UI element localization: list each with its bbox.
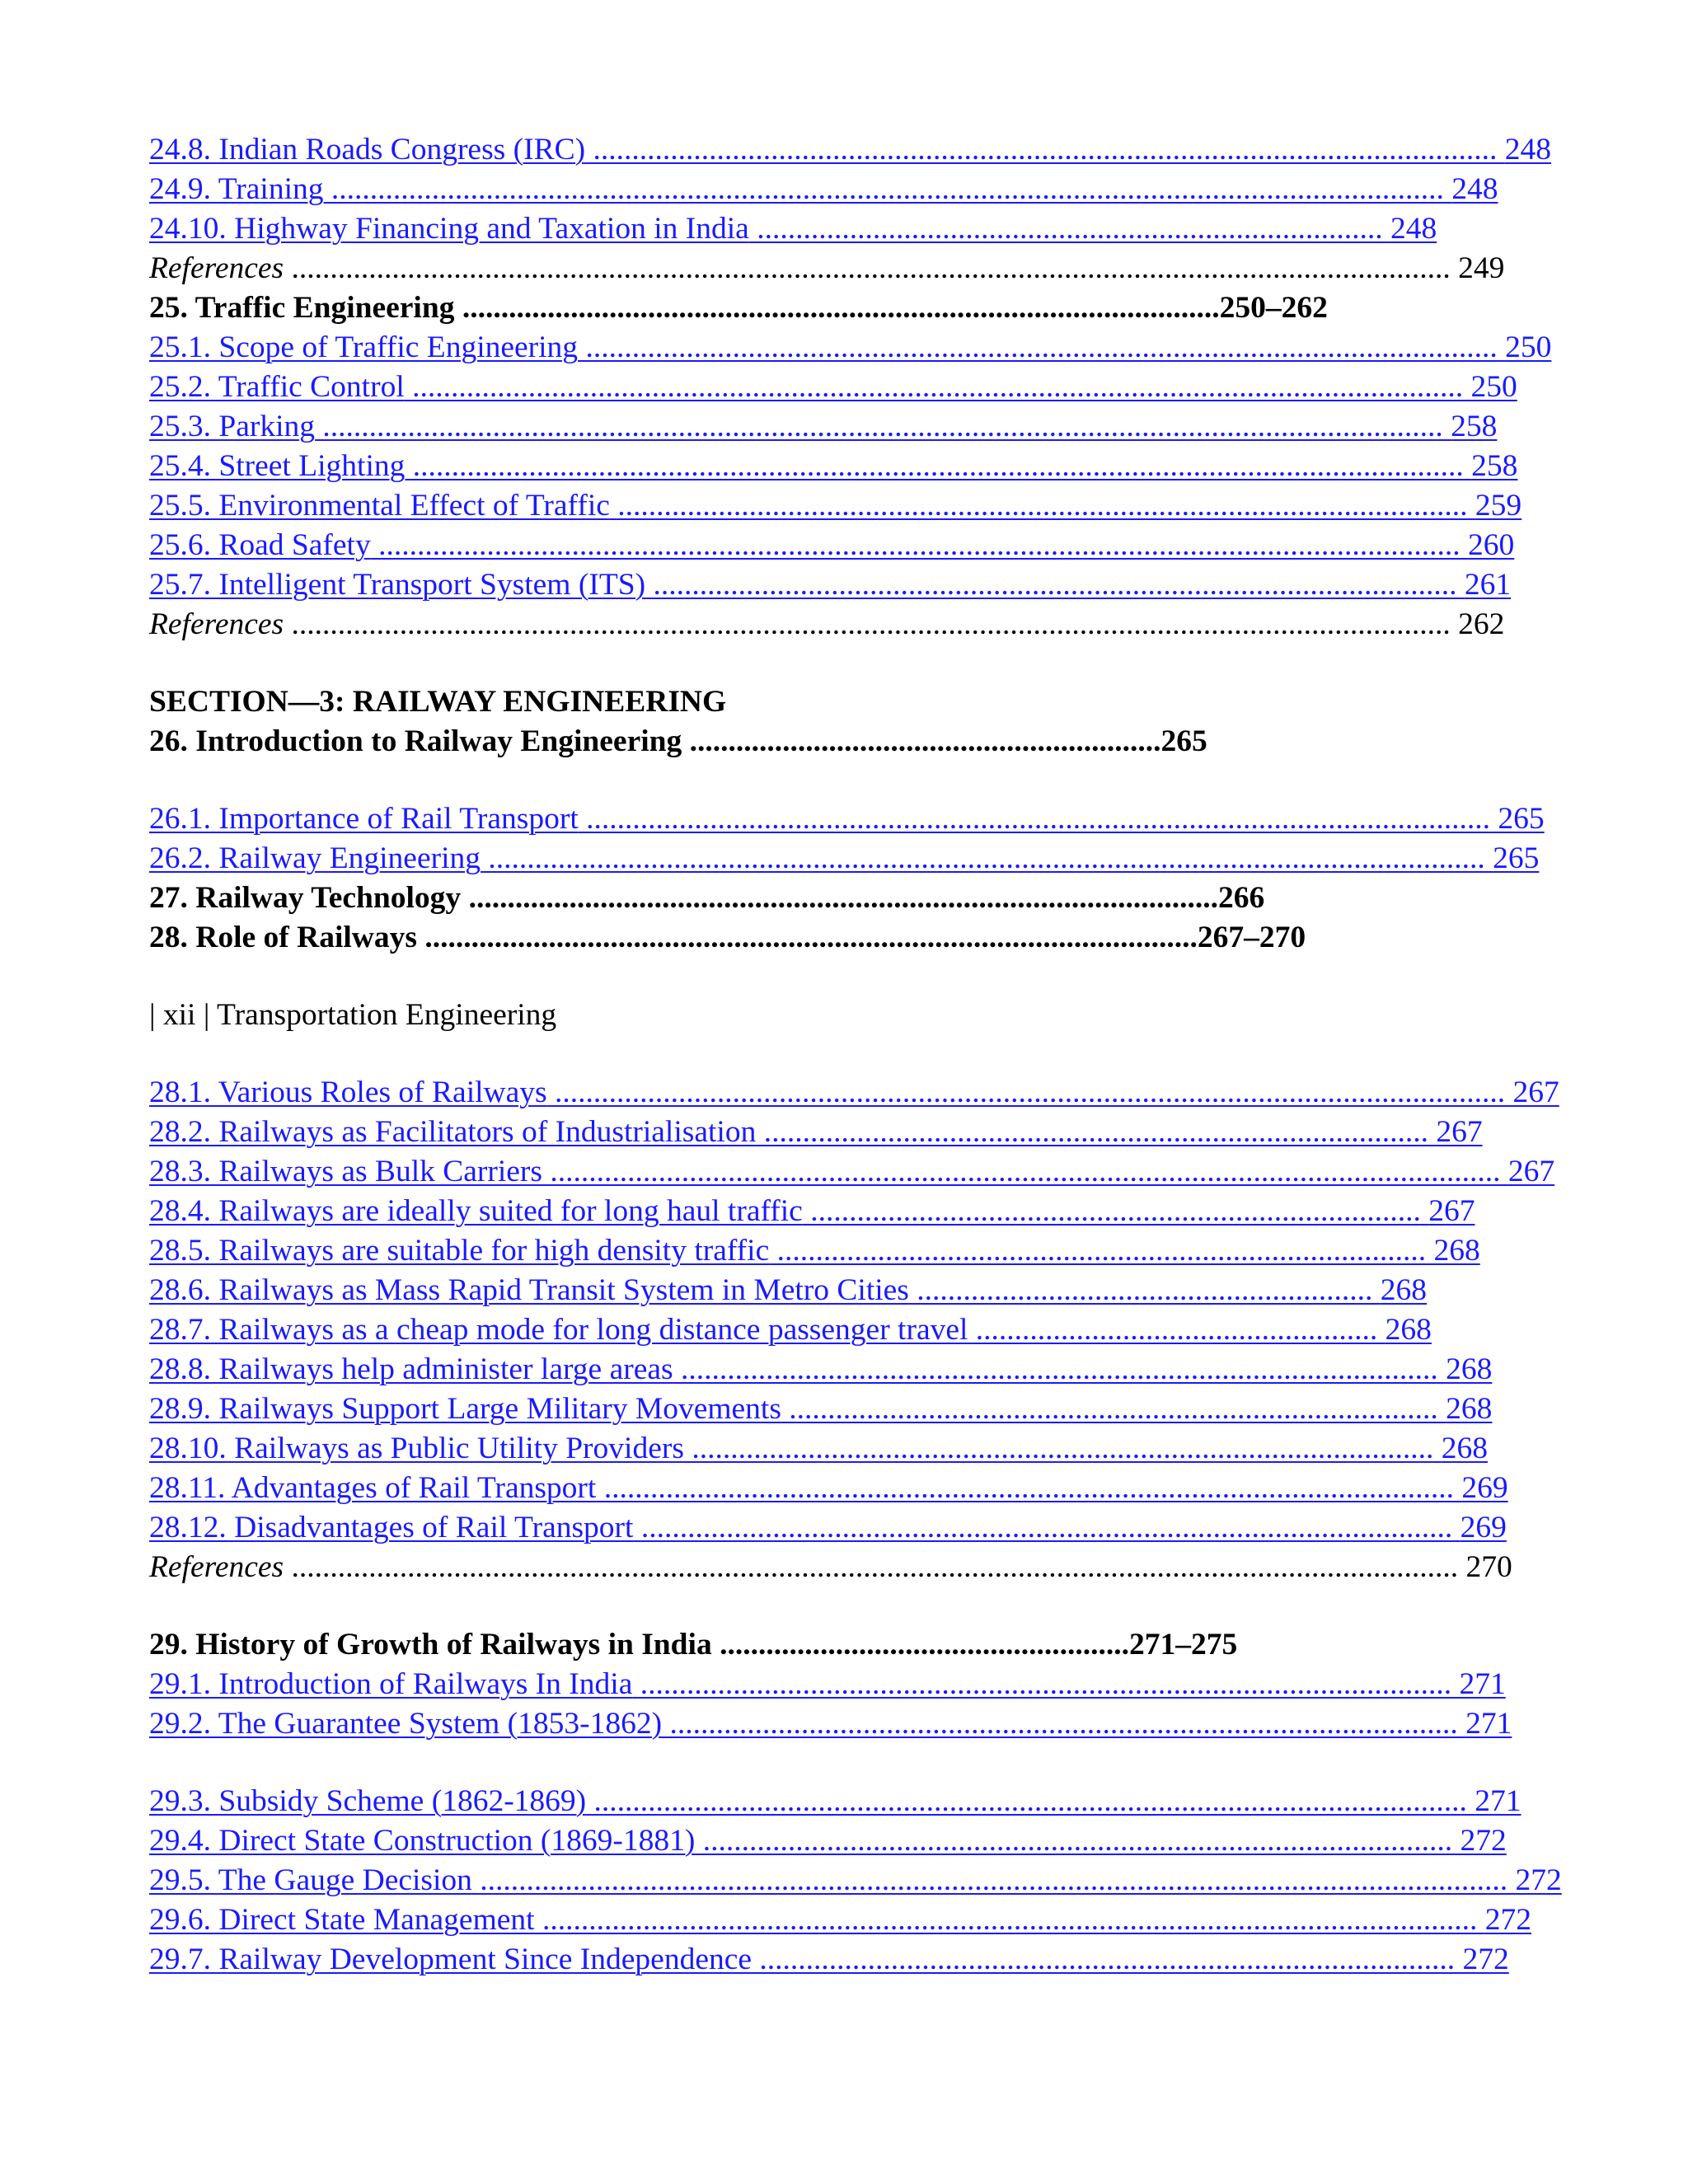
toc-entry-label: References	[149, 1550, 284, 1584]
toc-page-number: 272	[1484, 1903, 1531, 1937]
toc-page-number: 272	[1515, 1863, 1562, 1897]
toc-link[interactable]	[149, 1704, 1512, 1744]
toc-entry-label: SECTION—3: RAILWAY ENGINEERING	[149, 685, 727, 719]
toc-entry-label: 27. Railway Technology	[149, 881, 462, 915]
toc-entry-label: 29.2. The Guarantee System (1853-1862)	[149, 1707, 663, 1741]
toc-page-number: 248	[1504, 133, 1551, 166]
toc-entry-label: 25.5. Environmental Effect of Traffic	[149, 489, 610, 523]
dot-leader: .....................................................	[711, 1628, 1129, 1661]
toc-entry-label: 26.1. Importance of Rail Transport	[149, 802, 579, 836]
dot-leader: .................................................................................................................	[586, 1784, 1475, 1818]
toc-page-number: 267	[1507, 1155, 1555, 1188]
toc-entry-label: 29.6. Direct State Management	[149, 1903, 535, 1937]
toc-page-number: 267	[1512, 1076, 1559, 1109]
toc-chapter-heading	[149, 1625, 1237, 1665]
toc-page-number: 258	[1451, 410, 1498, 443]
dot-leader: .................................................................................................	[695, 1824, 1461, 1858]
toc-entry-label: References	[149, 251, 284, 285]
toc-link[interactable]	[149, 447, 1517, 486]
toc-entry-label: 28.3. Railways as Bulk Carriers	[149, 1155, 543, 1188]
toc-page-number: 265	[1493, 841, 1540, 875]
toc-page-number: 268	[1380, 1273, 1428, 1307]
toc-link[interactable]	[149, 209, 1437, 249]
toc-entry-label: 25.3. Parking	[149, 410, 316, 443]
toc-entry-label: 28.7. Railways as a cheap mode for long distance passenger travel	[149, 1313, 968, 1347]
dot-leader: .................................................................................................	[461, 881, 1218, 915]
toc-page-number: 271	[1475, 1784, 1522, 1818]
toc-link[interactable]	[149, 1469, 1508, 1508]
toc-chapter-heading	[149, 288, 1328, 328]
toc-link[interactable]	[149, 1665, 1506, 1704]
toc-link[interactable]	[149, 1940, 1509, 1980]
toc-link[interactable]	[149, 1508, 1507, 1548]
dot-leader: ........................................................................................................................................	[405, 449, 1472, 483]
dot-leader: .............................................................	[682, 724, 1161, 758]
toc-entry-label: 28.5. Railways are suitable for high density traffic	[149, 1234, 770, 1268]
toc-page-number: 250	[1470, 370, 1517, 404]
toc-link[interactable]	[149, 368, 1517, 407]
toc-link[interactable]	[149, 1900, 1531, 1940]
toc-page-number: 248	[1390, 212, 1437, 246]
toc-entry-label: 28.8. Railways help administer large areas	[149, 1352, 673, 1386]
dot-leader: ........................................................................................................................................	[404, 370, 1471, 404]
toc-entry-label: 25.7. Intelligent Transport System (ITS)	[149, 568, 646, 602]
toc-page-number: 271	[1465, 1707, 1512, 1741]
toc-page-number: 272	[1460, 1824, 1507, 1858]
toc-page-number: 265	[1498, 802, 1545, 836]
dot-leader: ....................................................	[968, 1313, 1386, 1347]
dot-leader: .........................................................................................................	[633, 1511, 1461, 1544]
toc-entry-label: 26.2. Railway Engineering	[149, 841, 481, 875]
toc-link[interactable]	[149, 565, 1511, 605]
dot-leader: ..........................................................................................	[752, 1943, 1463, 1976]
toc-link[interactable]	[149, 1310, 1432, 1350]
dot-leader: .................................................................................................................................................	[315, 410, 1451, 443]
toc-page-number: 268	[1446, 1352, 1493, 1386]
toc-entry-label: 29.1. Introduction of Railways In India	[149, 1667, 633, 1701]
dot-leader: .........................................................................................................	[632, 1667, 1460, 1701]
toc-entry-label: 29.4. Direct State Construction (1869-1881)	[149, 1824, 696, 1858]
dot-leader: ......................................................................................	[756, 1115, 1437, 1149]
dot-leader: ....................................................................................	[769, 1234, 1434, 1268]
toc-references	[149, 1548, 1512, 1587]
dot-leader: .........................................................................................................................	[534, 1903, 1485, 1937]
toc-page-number: 267–270	[1197, 921, 1306, 954]
toc-link[interactable]	[149, 130, 1551, 170]
dot-leader: ....................................................................................................	[416, 921, 1198, 954]
toc-page-number: 265	[1160, 724, 1207, 758]
toc-entry-label: 29. History of Growth of Railways in India	[149, 1628, 712, 1661]
toc-entry-label: 26. Introduction to Railway Engineering	[149, 724, 682, 758]
toc-page-number: 262	[1458, 607, 1505, 641]
dot-leader: ......................................................................................................................................................	[284, 607, 1459, 641]
dot-leader: ......................................................................................................	[662, 1707, 1466, 1741]
toc-references	[149, 605, 1504, 644]
toc-page-number: 250–262	[1219, 291, 1328, 325]
dot-leader: ...........................................................................................................................	[546, 1076, 1513, 1109]
toc-link[interactable]	[149, 486, 1522, 526]
dot-leader: .....................................................................................................................	[585, 133, 1505, 166]
dot-leader: .......................................................................................................................................................	[284, 1550, 1466, 1584]
toc-link[interactable]	[149, 1113, 1483, 1152]
dot-leader: ..............................................................................................................	[609, 489, 1475, 523]
dot-leader: .................................................................................	[748, 212, 1390, 246]
toc-entry-label: 28. Role of Railways	[149, 921, 417, 954]
toc-link[interactable]	[149, 1231, 1480, 1271]
toc-page-number: 272	[1462, 1943, 1509, 1976]
toc-entry-label: 28.2. Railways as Facilitators of Industrialisation	[149, 1115, 757, 1149]
dot-leader: ......................................................................................................................	[578, 330, 1506, 364]
dot-leader: ...........................................................................................................................	[542, 1155, 1508, 1188]
toc-chapter-heading	[149, 879, 1264, 918]
toc-page-number: 260	[1467, 528, 1515, 562]
toc-entry-label: 25. Traffic Engineering	[149, 291, 455, 325]
toc-entry-label: 28.10. Railways as Public Utility Providers	[149, 1432, 684, 1465]
toc-page-number: 270	[1465, 1550, 1512, 1584]
toc-link[interactable]	[149, 1350, 1492, 1390]
toc-entry-label: 25.4. Street Lighting	[149, 449, 406, 483]
toc-page-number: 249	[1458, 251, 1505, 285]
toc-chapter-heading	[149, 918, 1306, 958]
toc-link[interactable]	[149, 839, 1539, 879]
toc-link[interactable]	[149, 1861, 1562, 1900]
dot-leader: ................................................................................................................................................	[323, 172, 1452, 206]
toc-link[interactable]	[149, 799, 1545, 839]
toc-link[interactable]	[149, 1152, 1554, 1192]
toc-page-number: 269	[1461, 1471, 1508, 1505]
toc-entry-label: 24.9. Training	[149, 172, 324, 206]
dot-leader: ................................................................................................	[683, 1432, 1442, 1465]
toc-page-number: 250	[1505, 330, 1552, 364]
dot-leader: ...............................................................................	[802, 1194, 1429, 1228]
dot-leader: .....................................................................................................................	[578, 802, 1498, 836]
dot-leader: .................................................................................................................................	[481, 841, 1493, 875]
running-header	[149, 996, 556, 1035]
toc-page-number: 267	[1436, 1115, 1483, 1149]
toc-page-number: 267	[1428, 1194, 1475, 1228]
dot-leader: ....................................................................................	[781, 1392, 1447, 1426]
toc-section-heading	[149, 682, 726, 722]
toc-link[interactable]	[149, 1271, 1427, 1310]
toc-entry-label: 28.4. Railways are ideally suited for long haul traffic	[149, 1194, 803, 1228]
toc-entry-label: 28.1. Various Roles of Railways	[149, 1076, 547, 1109]
toc-entry-label: 29.3. Subsidy Scheme (1862-1869)	[149, 1784, 587, 1818]
toc-page-number: 268	[1385, 1313, 1432, 1347]
toc-link[interactable]	[149, 1782, 1522, 1821]
toc-entry-label: 24.8. Indian Roads Congress (IRC)	[149, 133, 586, 166]
toc-chapter-heading	[149, 722, 1207, 762]
toc-entry-label: 28.11. Advantages of Rail Transport	[149, 1471, 597, 1505]
toc-link[interactable]	[149, 1821, 1507, 1861]
toc-page-number: 261	[1464, 568, 1512, 602]
toc-page-number: 248	[1451, 172, 1498, 206]
toc-entry-label: References	[149, 607, 284, 641]
toc-references	[149, 249, 1504, 288]
toc-page-number: 268	[1446, 1392, 1493, 1426]
toc-page-number: 268	[1441, 1432, 1488, 1465]
dot-leader: ......................................................................................................................................................	[284, 251, 1459, 285]
dot-leader: ...........................................................	[908, 1273, 1381, 1307]
toc-page-number: 271–275	[1128, 1628, 1238, 1661]
toc-link[interactable]	[149, 1390, 1492, 1429]
toc-page-number: 269	[1460, 1511, 1507, 1544]
toc-page-number: 266	[1217, 881, 1265, 915]
toc-entry-label: 25.6. Road Safety	[149, 528, 371, 562]
toc-link[interactable]	[149, 407, 1497, 447]
dot-leader: .....................................................................................................................................	[471, 1863, 1516, 1897]
toc-entry-label: 25.2. Traffic Control	[149, 370, 405, 404]
toc-entry-label: 29.7. Railway Development Since Independence	[149, 1943, 753, 1976]
toc-entry-label: 29.5. The Gauge Decision	[149, 1863, 472, 1897]
dot-leader: ..................................................................................................	[454, 291, 1220, 325]
toc-link[interactable]	[149, 328, 1551, 368]
toc-page-number: 271	[1459, 1667, 1506, 1701]
toc-page-number: 259	[1475, 489, 1522, 523]
toc-link[interactable]	[149, 1192, 1475, 1231]
toc-link[interactable]	[149, 170, 1498, 209]
toc-link[interactable]	[149, 1073, 1559, 1113]
toc-entry-label: 28.9. Railways Support Large Military Movements	[149, 1392, 781, 1426]
toc-entry-label: 25.1. Scope of Traffic Engineering	[149, 330, 579, 364]
dot-leader: ..................................................................................................	[673, 1352, 1447, 1386]
toc-entry-label: | xii | Transportation Engineering	[149, 998, 557, 1032]
toc-entry-label: 24.10. Highway Financing and Taxation in India	[149, 212, 749, 246]
toc-page-number: 268	[1433, 1234, 1480, 1268]
dot-leader: ............................................................................................................................................	[370, 528, 1468, 562]
dot-leader: ..............................................................................................................	[596, 1471, 1462, 1505]
toc-link[interactable]	[149, 526, 1514, 565]
toc-link[interactable]	[149, 1429, 1488, 1469]
toc-page-number: 258	[1471, 449, 1518, 483]
dot-leader: ........................................................................................................	[645, 568, 1465, 602]
toc-entry-label: 28.12. Disadvantages of Rail Transport	[149, 1511, 634, 1544]
toc-entry-label: 28.6. Railways as Mass Rapid Transit System in Metro Cities	[149, 1273, 909, 1307]
